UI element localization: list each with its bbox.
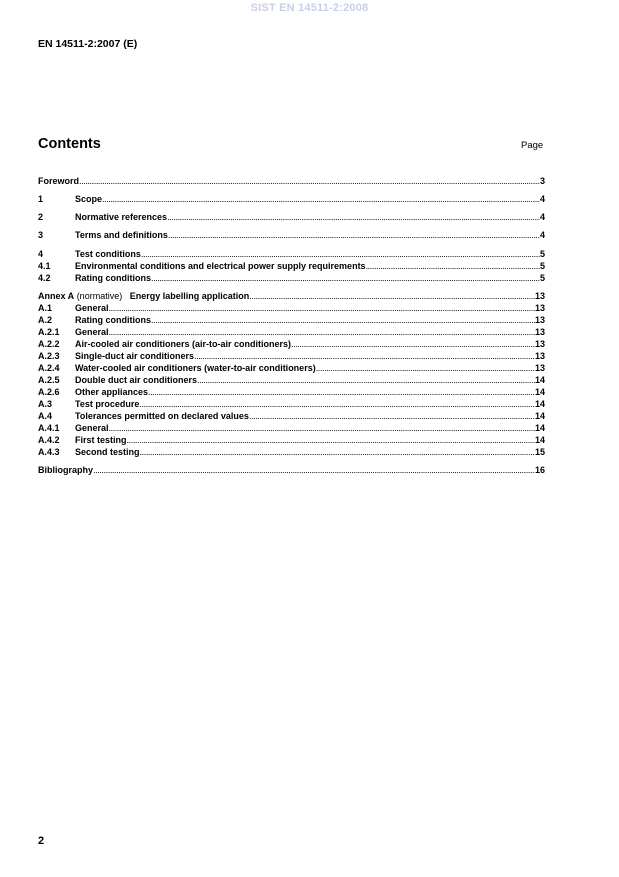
toc-page: 14: [534, 423, 545, 433]
page-column-label: Page: [521, 140, 544, 151]
toc-entry-terms[interactable]: [38, 229, 545, 241]
dot-leader: [109, 302, 535, 314]
toc-number: 4.2: [38, 273, 51, 283]
toc-entry-bibliography[interactable]: [38, 464, 545, 476]
toc-page: 13: [534, 363, 545, 373]
toc-entry-a2[interactable]: [38, 314, 545, 326]
dot-leader: [148, 386, 535, 398]
toc-entry-a2-6[interactable]: [38, 386, 545, 398]
toc-title: Water-cooled air conditioners (water-to-air conditioners): [75, 363, 316, 373]
toc-entry-a2-5[interactable]: [38, 374, 545, 386]
toc-page: 13: [534, 339, 545, 349]
toc-page: 13: [534, 327, 545, 337]
toc-number: A.4.2: [38, 435, 60, 445]
toc-page: 13: [534, 303, 545, 313]
toc-title: Foreword: [38, 176, 80, 186]
dot-leader: [167, 211, 540, 223]
toc-title: Other appliances: [75, 387, 149, 397]
dot-leader: [93, 464, 535, 476]
toc-title: Scope: [75, 194, 103, 204]
dot-leader: [168, 229, 540, 241]
dot-leader: [151, 272, 540, 284]
toc-number: 4: [38, 249, 44, 259]
toc-number: A.4.1: [38, 423, 60, 433]
toc-entry-a2-3[interactable]: [38, 350, 545, 362]
toc-entry-annex-a[interactable]: [38, 290, 545, 302]
toc-page: 5: [539, 273, 545, 283]
dot-leader: [140, 446, 535, 458]
toc-number: A.2.4: [38, 363, 60, 373]
toc-entry-normative-references[interactable]: [38, 211, 545, 223]
toc-entry-a3[interactable]: [38, 398, 545, 410]
dot-leader: [249, 410, 535, 422]
toc-page: 5: [539, 249, 545, 259]
toc-page: 14: [534, 399, 545, 409]
dot-leader: [291, 338, 535, 350]
toc-entry-4-1[interactable]: [38, 260, 545, 272]
toc-number: A.4.3: [38, 447, 60, 457]
page-number: 2: [38, 835, 45, 847]
toc-entry-test-conditions[interactable]: [38, 248, 545, 260]
toc-page: 4: [539, 230, 545, 240]
toc-title: First testing: [75, 435, 127, 445]
dot-leader: [316, 362, 535, 374]
dot-leader: [127, 434, 535, 446]
toc-title: Double duct air conditioners: [75, 375, 198, 385]
toc-number: 2: [38, 212, 44, 222]
toc-title: Bibliography: [38, 465, 94, 475]
toc-entry-a2-2[interactable]: [38, 338, 545, 350]
toc-page: 13: [534, 291, 545, 301]
toc-number: A.4: [38, 411, 53, 421]
toc-page: 13: [534, 351, 545, 361]
toc-page: 14: [534, 387, 545, 397]
contents-title: Contents: [38, 136, 101, 152]
toc-number: A.3: [38, 399, 53, 409]
toc-entry-a1[interactable]: [38, 302, 545, 314]
toc-number: A.2: [38, 315, 53, 325]
toc-number: A.2.5: [38, 375, 60, 385]
toc-entry-a2-4[interactable]: [38, 362, 545, 374]
toc-entry-a4-1[interactable]: [38, 422, 545, 434]
dot-leader: [194, 350, 535, 362]
dot-leader: [109, 422, 535, 434]
watermark: SIST EN 14511-2:2008: [250, 2, 369, 14]
toc-entry-scope[interactable]: [38, 193, 545, 205]
toc-page: 16: [534, 465, 545, 475]
toc-entry-a2-1[interactable]: [38, 326, 545, 338]
toc-title: Second testing: [75, 447, 140, 457]
toc-entry-a4-3[interactable]: [38, 446, 545, 458]
toc-page: 14: [534, 411, 545, 421]
toc-number: 4.1: [38, 261, 51, 271]
dot-leader: [197, 374, 535, 386]
dot-leader: [151, 314, 535, 326]
toc-page: 14: [534, 435, 545, 445]
toc-entry-a4[interactable]: [38, 410, 545, 422]
toc-number: A.2.1: [38, 327, 60, 337]
dot-leader: [249, 290, 535, 302]
table-of-contents: [38, 175, 545, 476]
document-id: EN 14511-2:2007 (E): [38, 38, 138, 50]
dot-leader: [102, 193, 540, 205]
dot-leader: [141, 248, 540, 260]
toc-number: A.2.3: [38, 351, 60, 361]
toc-page: 13: [534, 315, 545, 325]
toc-annex-label: Annex A: [38, 291, 75, 301]
toc-page: 14: [534, 375, 545, 385]
toc-number: A.2.2: [38, 339, 60, 349]
toc-entry-a4-2[interactable]: [38, 434, 545, 446]
toc-number: 3: [38, 230, 44, 240]
toc-page: 3: [539, 176, 545, 186]
toc-page: 15: [534, 447, 545, 457]
dot-leader: [109, 326, 535, 338]
toc-title: Rating conditions: [75, 315, 151, 325]
toc-page: 4: [539, 212, 545, 222]
toc-title: Test conditions: [75, 249, 141, 259]
toc-title: General: [75, 423, 109, 433]
toc-title: Tolerances permitted on declared values: [75, 411, 249, 421]
dot-leader: [139, 398, 535, 410]
toc-title: Environmental conditions and electrical power supply requirements: [75, 261, 366, 271]
toc-title: Rating conditions: [75, 273, 151, 283]
toc-title: Terms and definitions: [75, 230, 168, 240]
dot-leader: [79, 175, 540, 187]
toc-title: Air-cooled air conditioners (air-to-air conditioners): [75, 339, 292, 349]
dot-leader: [366, 260, 540, 272]
toc-title: Energy labelling application: [129, 291, 250, 301]
toc-annex-qualifier: (normative): [76, 291, 123, 301]
toc-page: 5: [539, 261, 545, 271]
toc-page: 4: [539, 194, 545, 204]
toc-title: Single-duct air conditioners: [75, 351, 195, 361]
toc-number: A.2.6: [38, 387, 60, 397]
toc-title: Test procedure: [75, 399, 140, 409]
toc-title: General: [75, 303, 109, 313]
toc-title: Normative references: [75, 212, 168, 222]
toc-entry-foreword[interactable]: [38, 175, 545, 187]
toc-title: General: [75, 327, 109, 337]
toc-number: A.1: [38, 303, 53, 313]
toc-entry-4-2[interactable]: [38, 272, 545, 284]
toc-number: 1: [38, 194, 44, 204]
